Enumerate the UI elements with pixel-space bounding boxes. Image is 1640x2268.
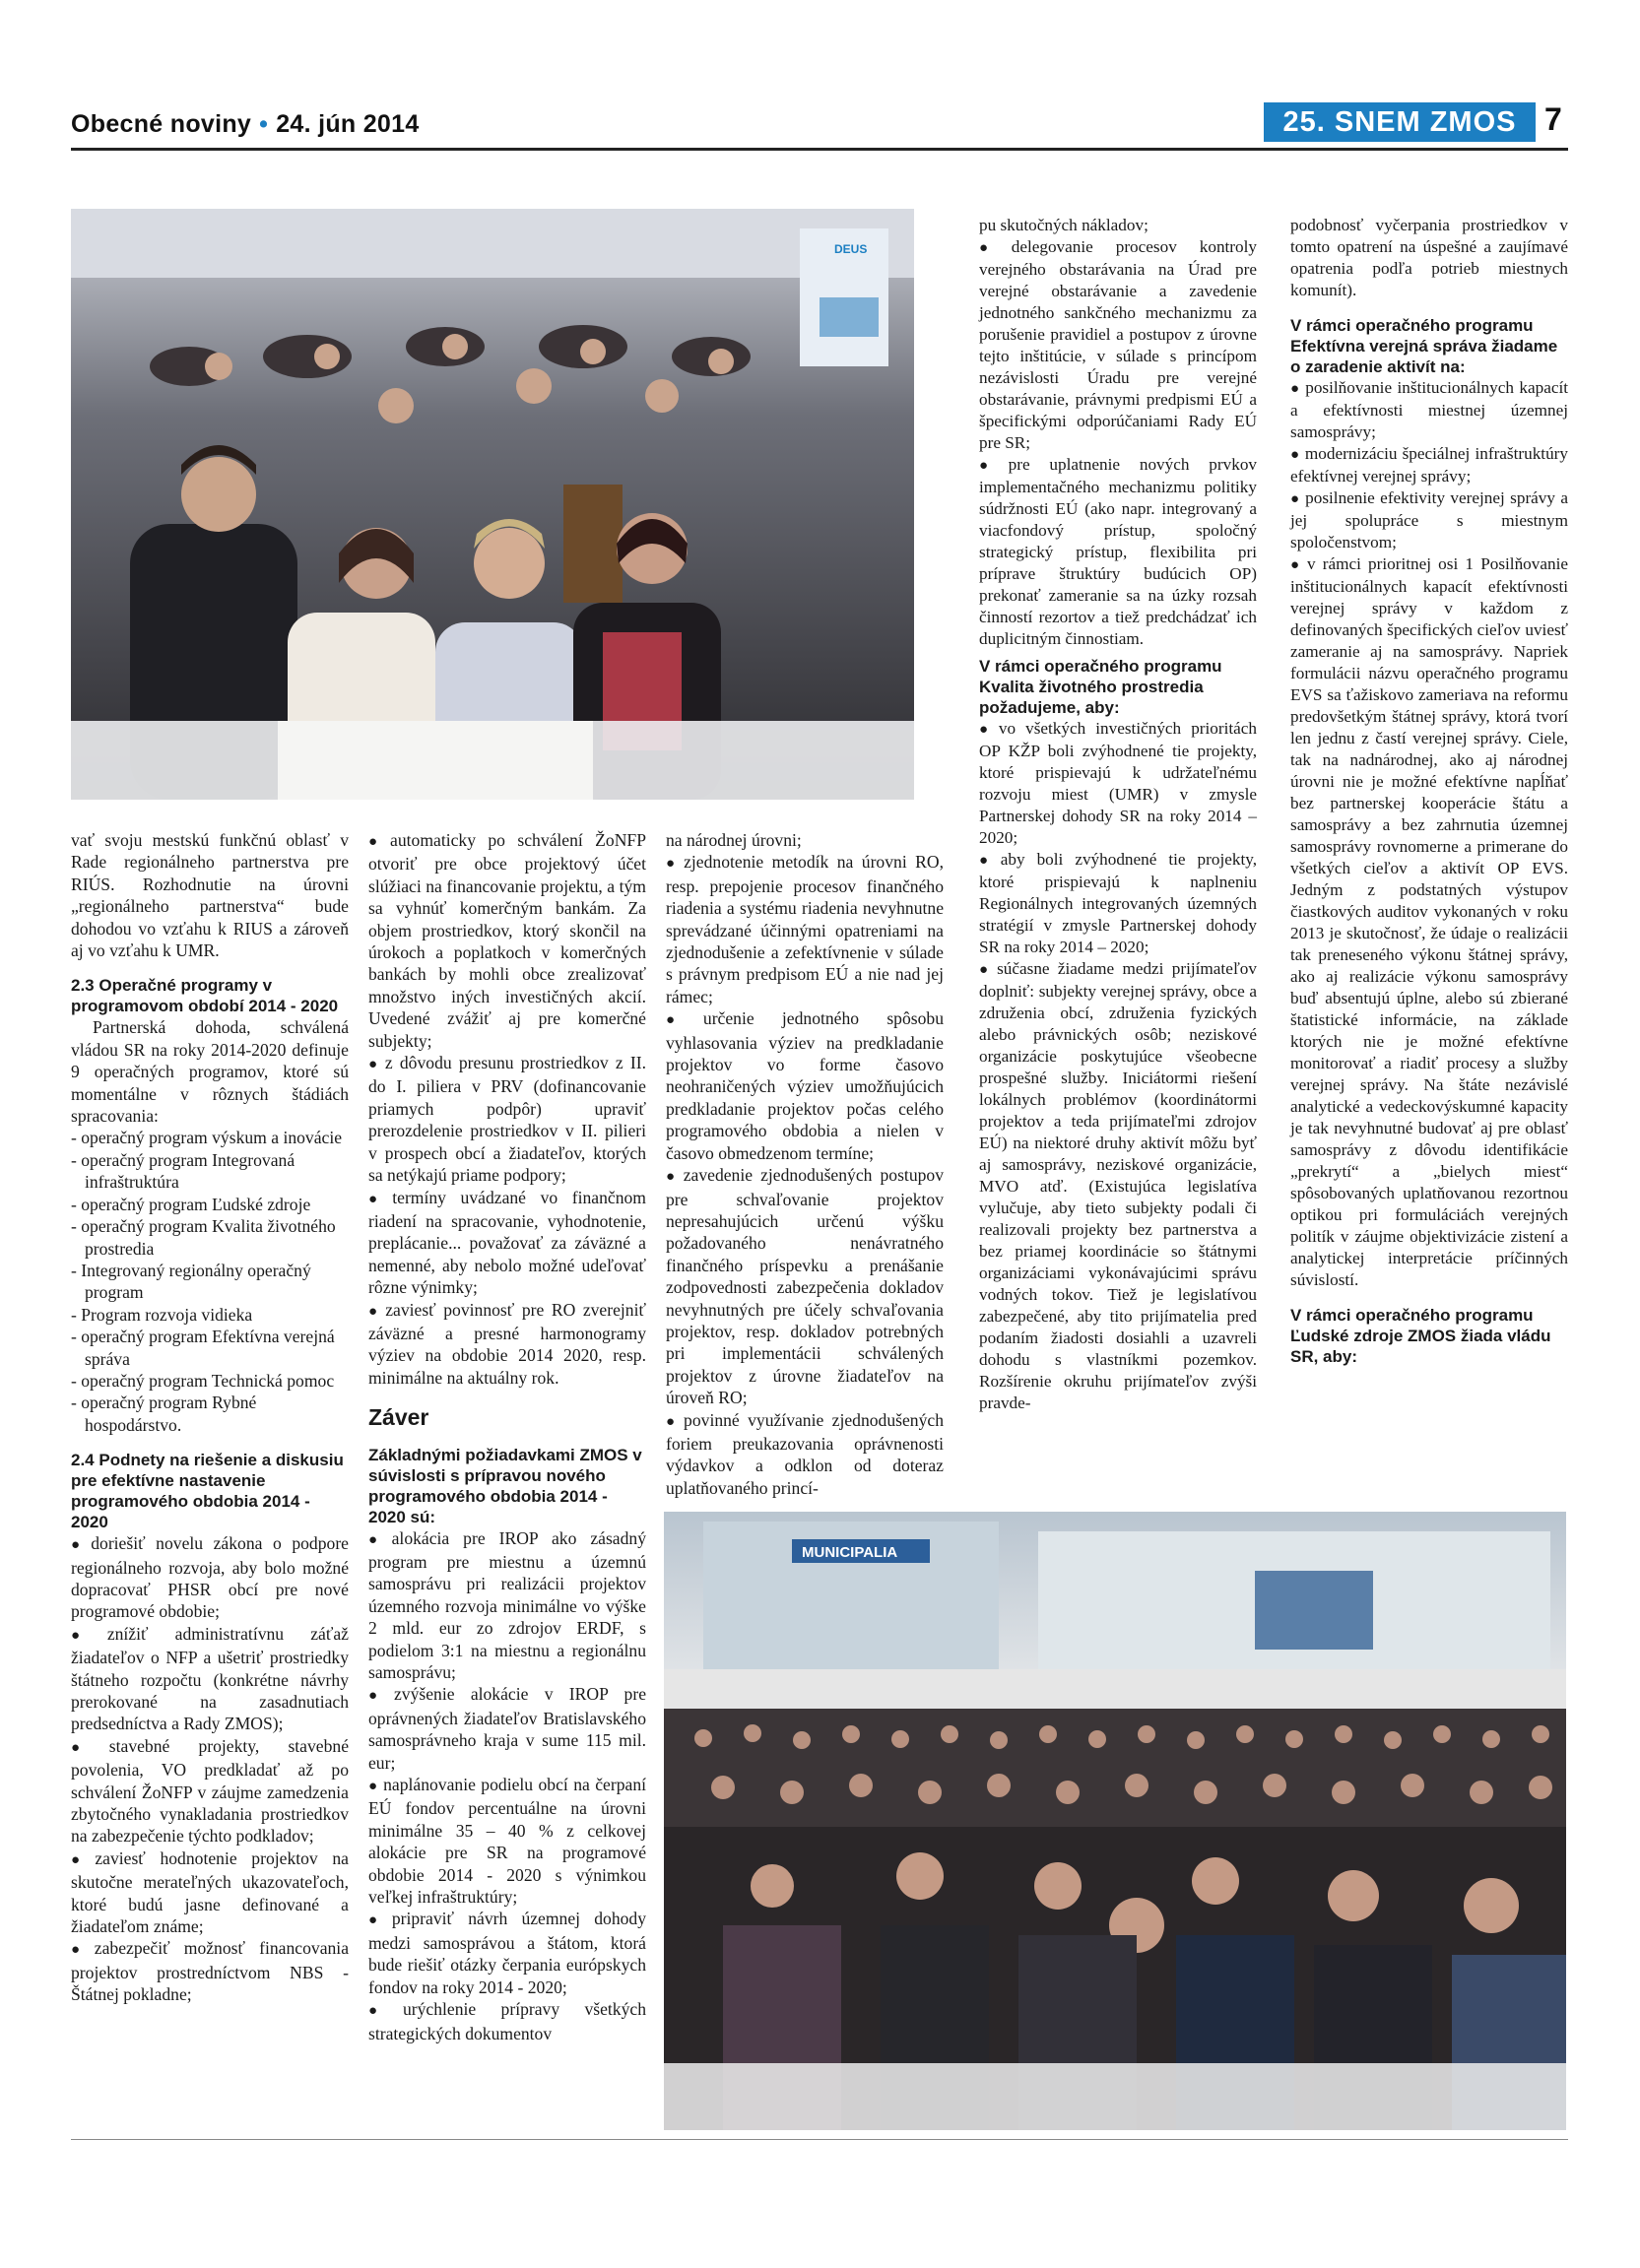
continued-text: vať svoju mestskú funkčnú oblasť v Rade regionálneho partnerstva pre RIÚS. Rozhodnutie na úrovni „regionálneho partnerstva“ bude dohodou vo vzťahu k RIUS a zároveň aj vo vzťahu k UMR. [71,830,349,961]
masthead [71,110,420,139]
bullet-item: ● termíny uvádzané vo finančnom riadení na spracovanie, vyhodnotenie, preplácanie... považovať za záväzné a nemenné, aby nebolo možné udeľovať rôzne výnimky; [368,1187,646,1299]
section-subheading: V rámci operačného programu Kvalita životného prostredia požadujeme, aby: [979,657,1222,717]
issue-date: 24. jún 2014 [276,110,420,138]
conclusion-heading: Záver [368,1404,429,1431]
list-item: - operačný program Integrovaná infraštruktúra [71,1149,295,1193]
program-list [71,1127,349,1436]
bullet-item: ● urýchlenie prípravy všetkých strategických dokumentov [368,1998,646,2044]
list-item: - operačný program výskum a inovácie [71,1128,343,1148]
publication-name: Obecné noviny [71,110,252,138]
photo-delegates-seated [71,209,914,800]
continued-text: podobnosť vyčerpania prostriedkov v tomto opatrení na úspešné a zaujímavé opatrenia podľa potrieb miestnych komunít). [1290,216,1568,299]
bullet-item: ● povinné využívanie zjednodušených foriem preukazovania oprávnenosti výdavkov a odklon od doteraz uplatňovaného princí- [666,1409,944,1500]
bullet-item: ● vo všetkých investičných prioritách OP KŽP boli zvýhodnené tie projekty, ktoré prispievajú k udržateľnému rozvoju miest (UMR) v zmysle Partnerskej dohody SR na roky 2014 – 2020; [979,718,1257,849]
banner-text: MUNICIPALIA [802,1544,898,1561]
bullet-item: ● z dôvodu presunu prostriedkov z II. do I. piliera v PRV (dofinancovanie priamych podpôr) upraviť prerozdelenie prostriedkov v II. pilieri v prospech obcí a žiadateľov, ktorých sa netýkajú priame podpory; [368,1052,646,1186]
bullet-item: ● zaviesť povinnosť pre RO zverejniť záväzné a presné harmonogramy výziev na obdobie 2014 2020, resp. minimálne na aktuálny rok. [368,1299,646,1390]
bullet-item: ● pripraviť návrh územnej dohody medzi samosprávou a štátom, ktorá bude riešiť otázky čerpania európskych fondov na roky 2014 - 2020; [368,1908,646,1998]
column-3 [666,829,944,1499]
bullet-item: ● stavebné projekty, stavebné povolenia, VO predkladať až po schválení ŽoNFP v záujme zamedzenia zbytočného vynakladania prostriedkov na zabezpečenie týchto podkladov; [71,1735,349,1847]
list-item: - Program rozvoja vidieka [71,1304,253,1325]
list-item: - operačný program Kvalita životného prostredia [71,1216,336,1259]
banner-text: DEUS [834,242,868,256]
bullet-item: ● súčasne žiadame medzi prijímateľov doplniť: subjekty verejnej správy, obce a združenia obcí, združenia fyzických alebo právnických osôb; neziskové organizácie poskytujúce všeobecne prospešné služby. Iniciátormi riešení lokálnych problémov (koordinátormi projektov a teda prijímateľmi zdrojov EÚ) na niektoré druhy aktivít môžu byť aj samosprávy, neziskové organizácie, MVO atď. (Existujúca legislatíva vylučuje, aby tieto subjekty podali či realizovali projekty bez partnerstva a bez priamej koordinácie so štátnymi organizáciami vykonávajúcimi správu vodných tokov. Tiež je legislatívou zabezpečené, aby tito prijímatelia pred podaním žiadosti dosiahli a uzavreli dohodu s vlastníkmi pozemkov. Rozšírenie okruhu prijímateľov zvýši pravde- [979,958,1257,1414]
list-item: - Integrovaný regionálny operačný program [71,1260,311,1303]
bullet-item: ● alokácia pre IROP ako zásadný program pre miestnu a územnú samosprávu pri realizácii projektov územného rozvoja minimálne vo výške 2 mld. eur zo zdrojov ERDF, s podielom 3:1 na miestnu a regionálnu samosprávu; [368,1527,646,1684]
bullet-item: ● zabezpečiť možnosť financovania projektov prostredníctvom NBS - Štátnej pokladne; [71,1937,349,2005]
bullet-item: ● aby boli zvýhodnené tie projekty, ktoré prispievajú k naplneniu Regionálnych integrovaných územných stratégií v zmysle Partnerskej dohody SR na roky 2014 – 2020; [979,849,1257,958]
bullet-item: ● posilňovanie inštitucionálnych kapacít a efektívnosti miestnej územnej samosprávy; [1290,377,1568,443]
bullet-item: ● naplánovanie podielu obcí na čerpaní EÚ fondov percentuálne na úrovni minimálne 35 – 40 % z celkovej alokácie pre SR na programové obdobie 2014 - 2020 s výnimkou veľkej infraštruktúry; [368,1774,646,1908]
photo-congress-hall [664,1512,1566,2130]
list-item: - operačný program Ľudské zdroje [71,1194,311,1214]
page-number: 7 [1544,101,1562,137]
separator-dot-icon: • [259,110,269,138]
bullet-item: ● doriešiť novelu zákona o podpore regionálneho rozvoja, aby bolo možné dopracovať PHSR obcí pre nové programové obdobie; [71,1532,349,1623]
continued-text: pu skutočných nákladov; [979,216,1148,234]
section-badge: 25. SNEM ZMOS [1264,102,1536,142]
bullet-item: ● zjednotenie metodík na úrovni RO, resp. prepojenie procesov finančného riadenia a systému riadenia nevyhnutne sprevádzané účinnými opatreniami na zjednodušenie a zefektívnenie v súlade s právnym predpisom EÚ a nie nad jej rámec; [666,851,944,1007]
section-heading-2-4: 2.4 Podnety na riešenie a diskusiu pre efektívne nastavenie programového obdobia 2014 - 2020 [71,1451,344,1532]
bullet-item: ● pre uplatnenie nových prvkov implementačného mechanizmu politiky súdržnosti EÚ (ako napr. integrovaný a viacfondový prístup, spoločný strategický prístup, flexibilita pri príprave štruktúry budúcich OP) prekonať zameranie sa na úzky rozsah činností rezortov a tiež predchádzať ich duplicitným činnostiam. [979,454,1257,650]
bullet-item: ● zavedenie zjednodušených postupov pre schvaľovanie projektov nepresahujúcich určenú výšku požadovaného nenávratného finančného príspevku a prenášanie zodpovednosti zabezpečenia dokladov nevyhnutných pre účely schvaľovania projektov, resp. dokladov potrebných pri implementácii schválených projektov z úrovne žiadateľov na úroveň RO; [666,1164,944,1408]
bullet-item: ● delegovanie procesov kontroly verejného obstarávania na Úrad pre verejné obstarávanie a zavedenie jednotného sankčného mechanizmu za porušenie pravidiel a postupov z úrovne tejto inštitúcie, v súlade s princípom nezávislosti Úradu pre verejné obstarávanie, právnymi predpismi EÚ a špecifickými odporúčaniami Rady EÚ pre SR; [979,236,1257,454]
bullet-item: ● zvýšenie alokácie v IROP pre oprávnených žiadateľov Bratislavského samosprávneho kraja v sume 115 mil. eur; [368,1683,646,1774]
paragraph: Partnerská dohoda, schválená vládou SR na roky 2014-2020 definuje 9 operačných programov, ktoré sú momentálne v rôznych štádiách spracovania: [71,1017,349,1127]
section-heading-2-3: 2.3 Operačné programy v programovom období 2014 - 2020 [71,976,339,1016]
column-4 [979,215,1257,1414]
bullet-item: ● posilnenie efektivity verejnej správy a jej spolupráce s miestnym spoločenstvom; [1290,487,1568,553]
bullet-item: ● automaticky po schválení ŽoNFP otvoriť pre obce projektový účet slúžiaci na financovanie projektu, a tým sa vyhnúť komerčným bankám. Za objem prostriedkov, ktorý skončil na úrokoch a poplatkoch v komerčných bankách by mohli obce zrealizovať množstvo iných investičných akcií. Uvedené zvážiť aj pre komerčné subjekty; [368,829,646,1052]
bullet-item: ● v rámci prioritnej osi 1 Posilňovanie inštitucionálnych kapacít efektívnosti verejnej správy v každom z definovaných špecifických cieľov uviesť zameranie aj na samosprávy. Napriek formulácii názvu operačného programu EVS sa ťažiskovo zameriava na reformu predovšetkým štátnej správy, ktorá tvorí len jednu z častí verejnej správy. Ciele, tak na nadnárodnej, ako aj národnej úrovni nie je možné efektívne napĺňať bez partnerskej kooperácie štátu a samosprávy a bez zahrnutia územnej samosprávy rovnomerne a primerane do všetkých cieľov a aktivít OP EVS. Jedným z podstatných výstupov čiastkových auditov vykonaných v roku 2013 je skutočnosť, že údaje o realizácii tak preneseného výkonu štátnej správy, ako aj realizácie výkonu samosprávy buď absentujú úplne, alebo sú zbierané štatistické informácie, na základe ktorých nie je možné efektívne monitorovať a riadiť procesy a služby verejnej správy. Na štáte nezávislé analytické a vedeckovýskumné kapacity je tak nevyhnutné budovať aj pre oblasť samosprávy z dôvodu identifikácie „prekrytí“ a „bielych miest“ spôsobovaných uplatňovanou rezortnou optikou pri formuláciách verejných politík v záujme objektivizácie zistení a analytickej interpretácie príčinných súvislostí. [1290,553,1568,1291]
bullet-item: ● určenie jednotného spôsobu vyhlasovania výziev na predkladanie projektov vo forme časovo neohraničených výziev umožňujúcich predkladanie projektov počas celého programového obdobia a nielen v časovo obmedzenom termíne; [666,1007,944,1164]
column-2 [368,829,646,2044]
bullet-item: ● znížiť administratívnu záťaž žiadateľov o NFP a ušetriť prostriedky štátneho rozpočtu (konkrétne návrhy prerokované na zasadnutiach predsedníctva a Rady ZMOS); [71,1623,349,1735]
list-item: - operačný program Rybné hospodárstvo. [71,1393,257,1435]
section-subheading: V rámci operačného programu Efektívna verejná správa žiadame o zaradenie aktivít na: [1290,316,1558,376]
conclusion-subheading: Základnými požiadavkami ZMOS v súvislosti s prípravou nového programového obdobia 2014 - 2020 sú: [368,1445,642,1526]
list-item: - operačný program Technická pomoc [71,1370,335,1391]
header-rule [71,148,1568,151]
section-subheading: V rámci operačného programu Ľudské zdroje ZMOS žiada vládu SR, aby: [1290,1306,1551,1366]
bullet-item: ● zaviesť hodnotenie projektov na skutočne merateľných ukazovateľoch, ktoré budú jasne definované a žiadateľom známe; [71,1847,349,1938]
list-item: - operačný program Efektívna verejná správa [71,1327,335,1369]
bullet-item: ● modernizáciu špeciálnej infraštruktúry efektívnej verejnej správy; [1290,443,1568,487]
column-5 [1290,215,1568,1367]
continued-text: na národnej úrovni; [666,830,802,850]
column-1 [71,829,349,2006]
footer-rule [71,2139,1568,2140]
